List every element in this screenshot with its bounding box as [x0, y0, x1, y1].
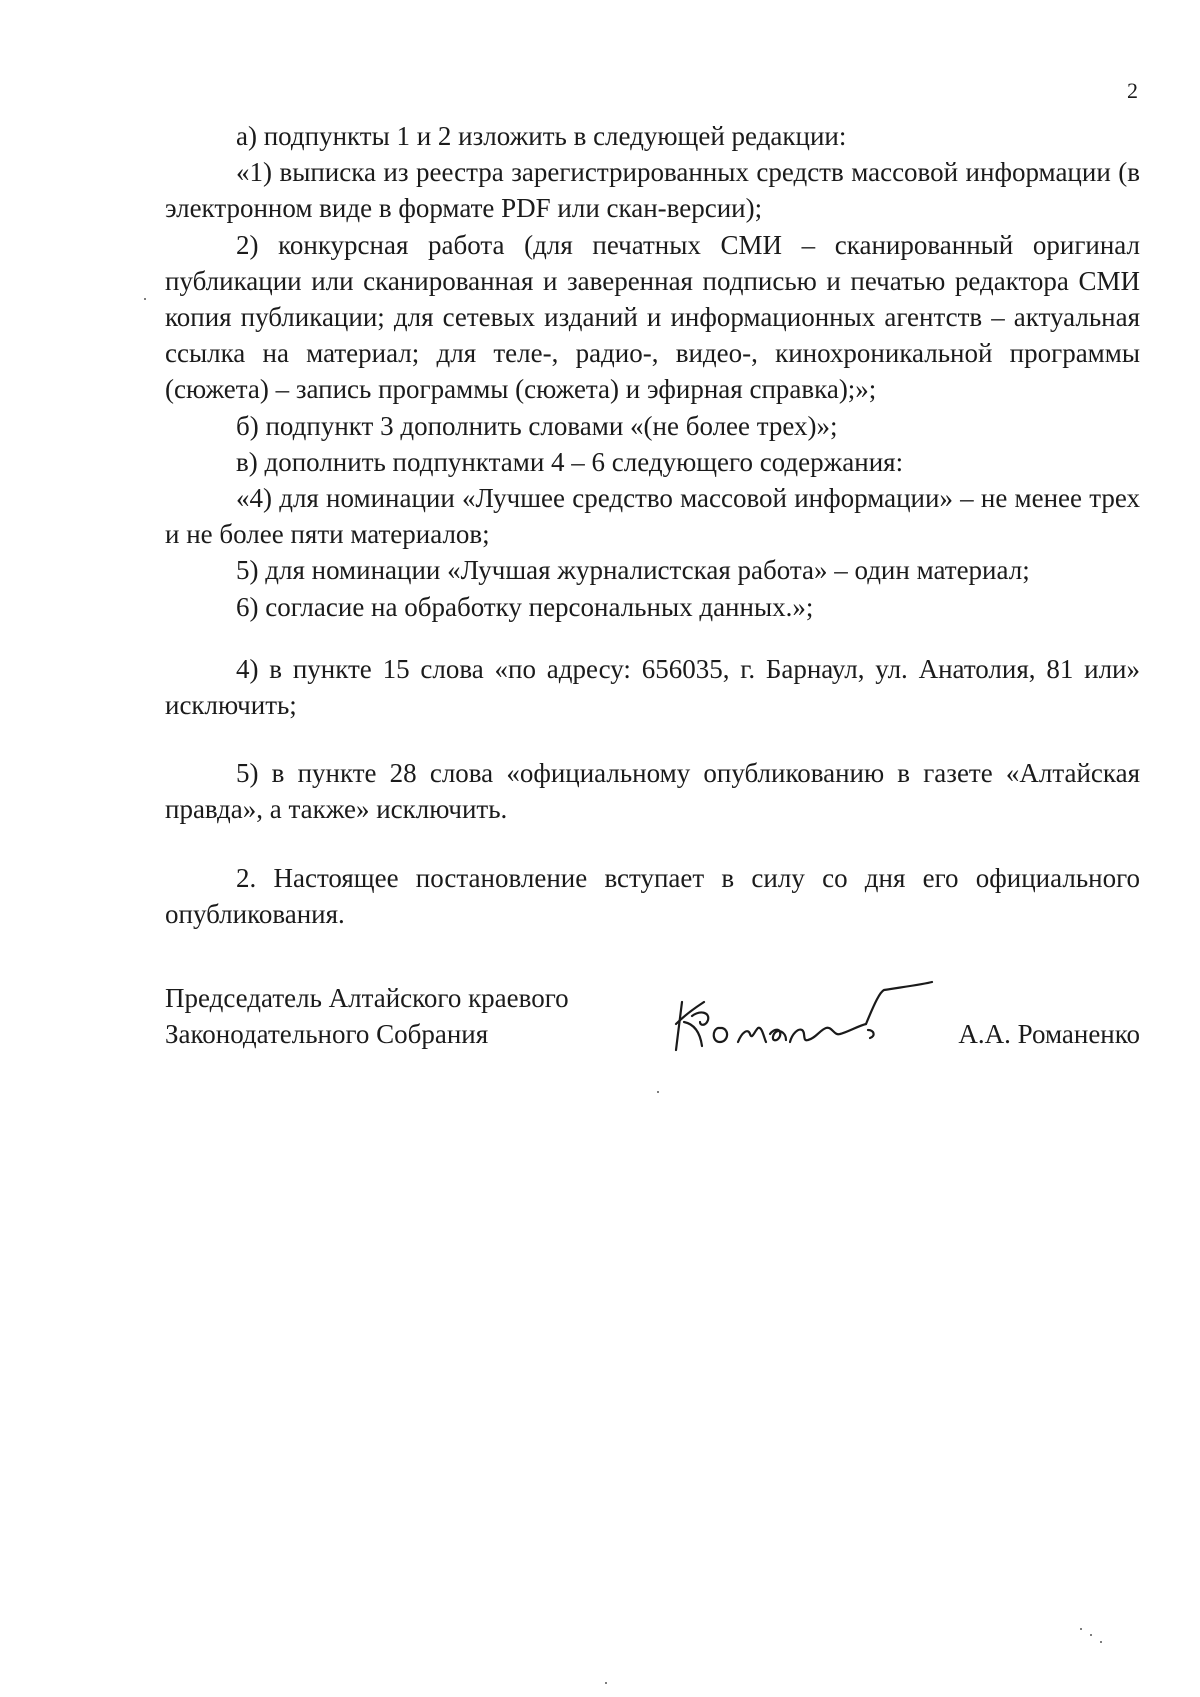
scan-speck — [1090, 1634, 1092, 1636]
document-body — [165, 118, 1140, 932]
scan-speck — [1100, 1641, 1102, 1643]
spacer — [165, 828, 1140, 860]
paragraph-item-4: 4) в пункте 15 слова «по адресу: 656035, г. Барнаул, ул. Анатолия, 81 или» исключить; — [165, 653, 1140, 721]
signer-title — [165, 980, 569, 1052]
signature-block — [165, 980, 1140, 1070]
page-number: 2 — [1127, 78, 1138, 103]
paragraph-v-item-6: 6) согласие на обработку персональных данных.»; — [236, 591, 814, 622]
paragraph-effective-date: 2. Настоящее постановление вступает в силу со дня его официального опубликования. — [165, 862, 1140, 929]
handwritten-signature — [670, 972, 940, 1057]
paragraph-v-item-4: «4) для номинации «Лучшее средство массовой информации» – не менее трех и не более пяти материалов; — [165, 483, 1140, 550]
paragraph-b: б) подпункт 3 дополнить словами «(не более трех)»; — [236, 410, 838, 441]
scan-speck — [144, 298, 146, 300]
paragraph-a-item-1: «1) выписка из реестра зарегистрированных средств массовой информации (в электронном виде в формате PDF или скан-версии); — [165, 157, 1140, 224]
scan-speck — [605, 1682, 607, 1684]
paragraph-v-item-5: 5) для номинации «Лучшая журналистская работа» – один материал; — [236, 555, 1030, 586]
spacer — [165, 723, 1140, 755]
scan-speck — [1080, 1628, 1082, 1630]
signer-title-line-2: Законодательного Собрания — [165, 1019, 489, 1049]
signer-name: А.А. Романенко — [958, 1019, 1140, 1049]
paragraph-a: а) подпункты 1 и 2 изложить в следующей редакции: — [236, 121, 847, 151]
scan-speck — [657, 1091, 659, 1093]
paragraph-v: в) дополнить подпунктами 4 – 6 следующего содержания: — [236, 446, 904, 477]
paragraph-a-item-2: 2) конкурсная работа (для печатных СМИ – сканированный оригинал публикации или сканированная и заверенная подписью и печатью редактора СМИ копия публикации; для сетевых изданий и информационных агентств – актуальная ссылка на материал; для теле-, радио-, видео-, кинохроникальной программы (сюжета) – запись программы (сюжета) и эфирная справка);»; — [165, 229, 1140, 405]
spacer — [165, 625, 1140, 651]
paragraph-item-5: 5) в пункте 28 слова «официальному опубликованию в газете «Алтайская правда», а также» исключить. — [165, 758, 1140, 825]
signer-title-line-1: Председатель Алтайского краевого — [165, 983, 569, 1013]
